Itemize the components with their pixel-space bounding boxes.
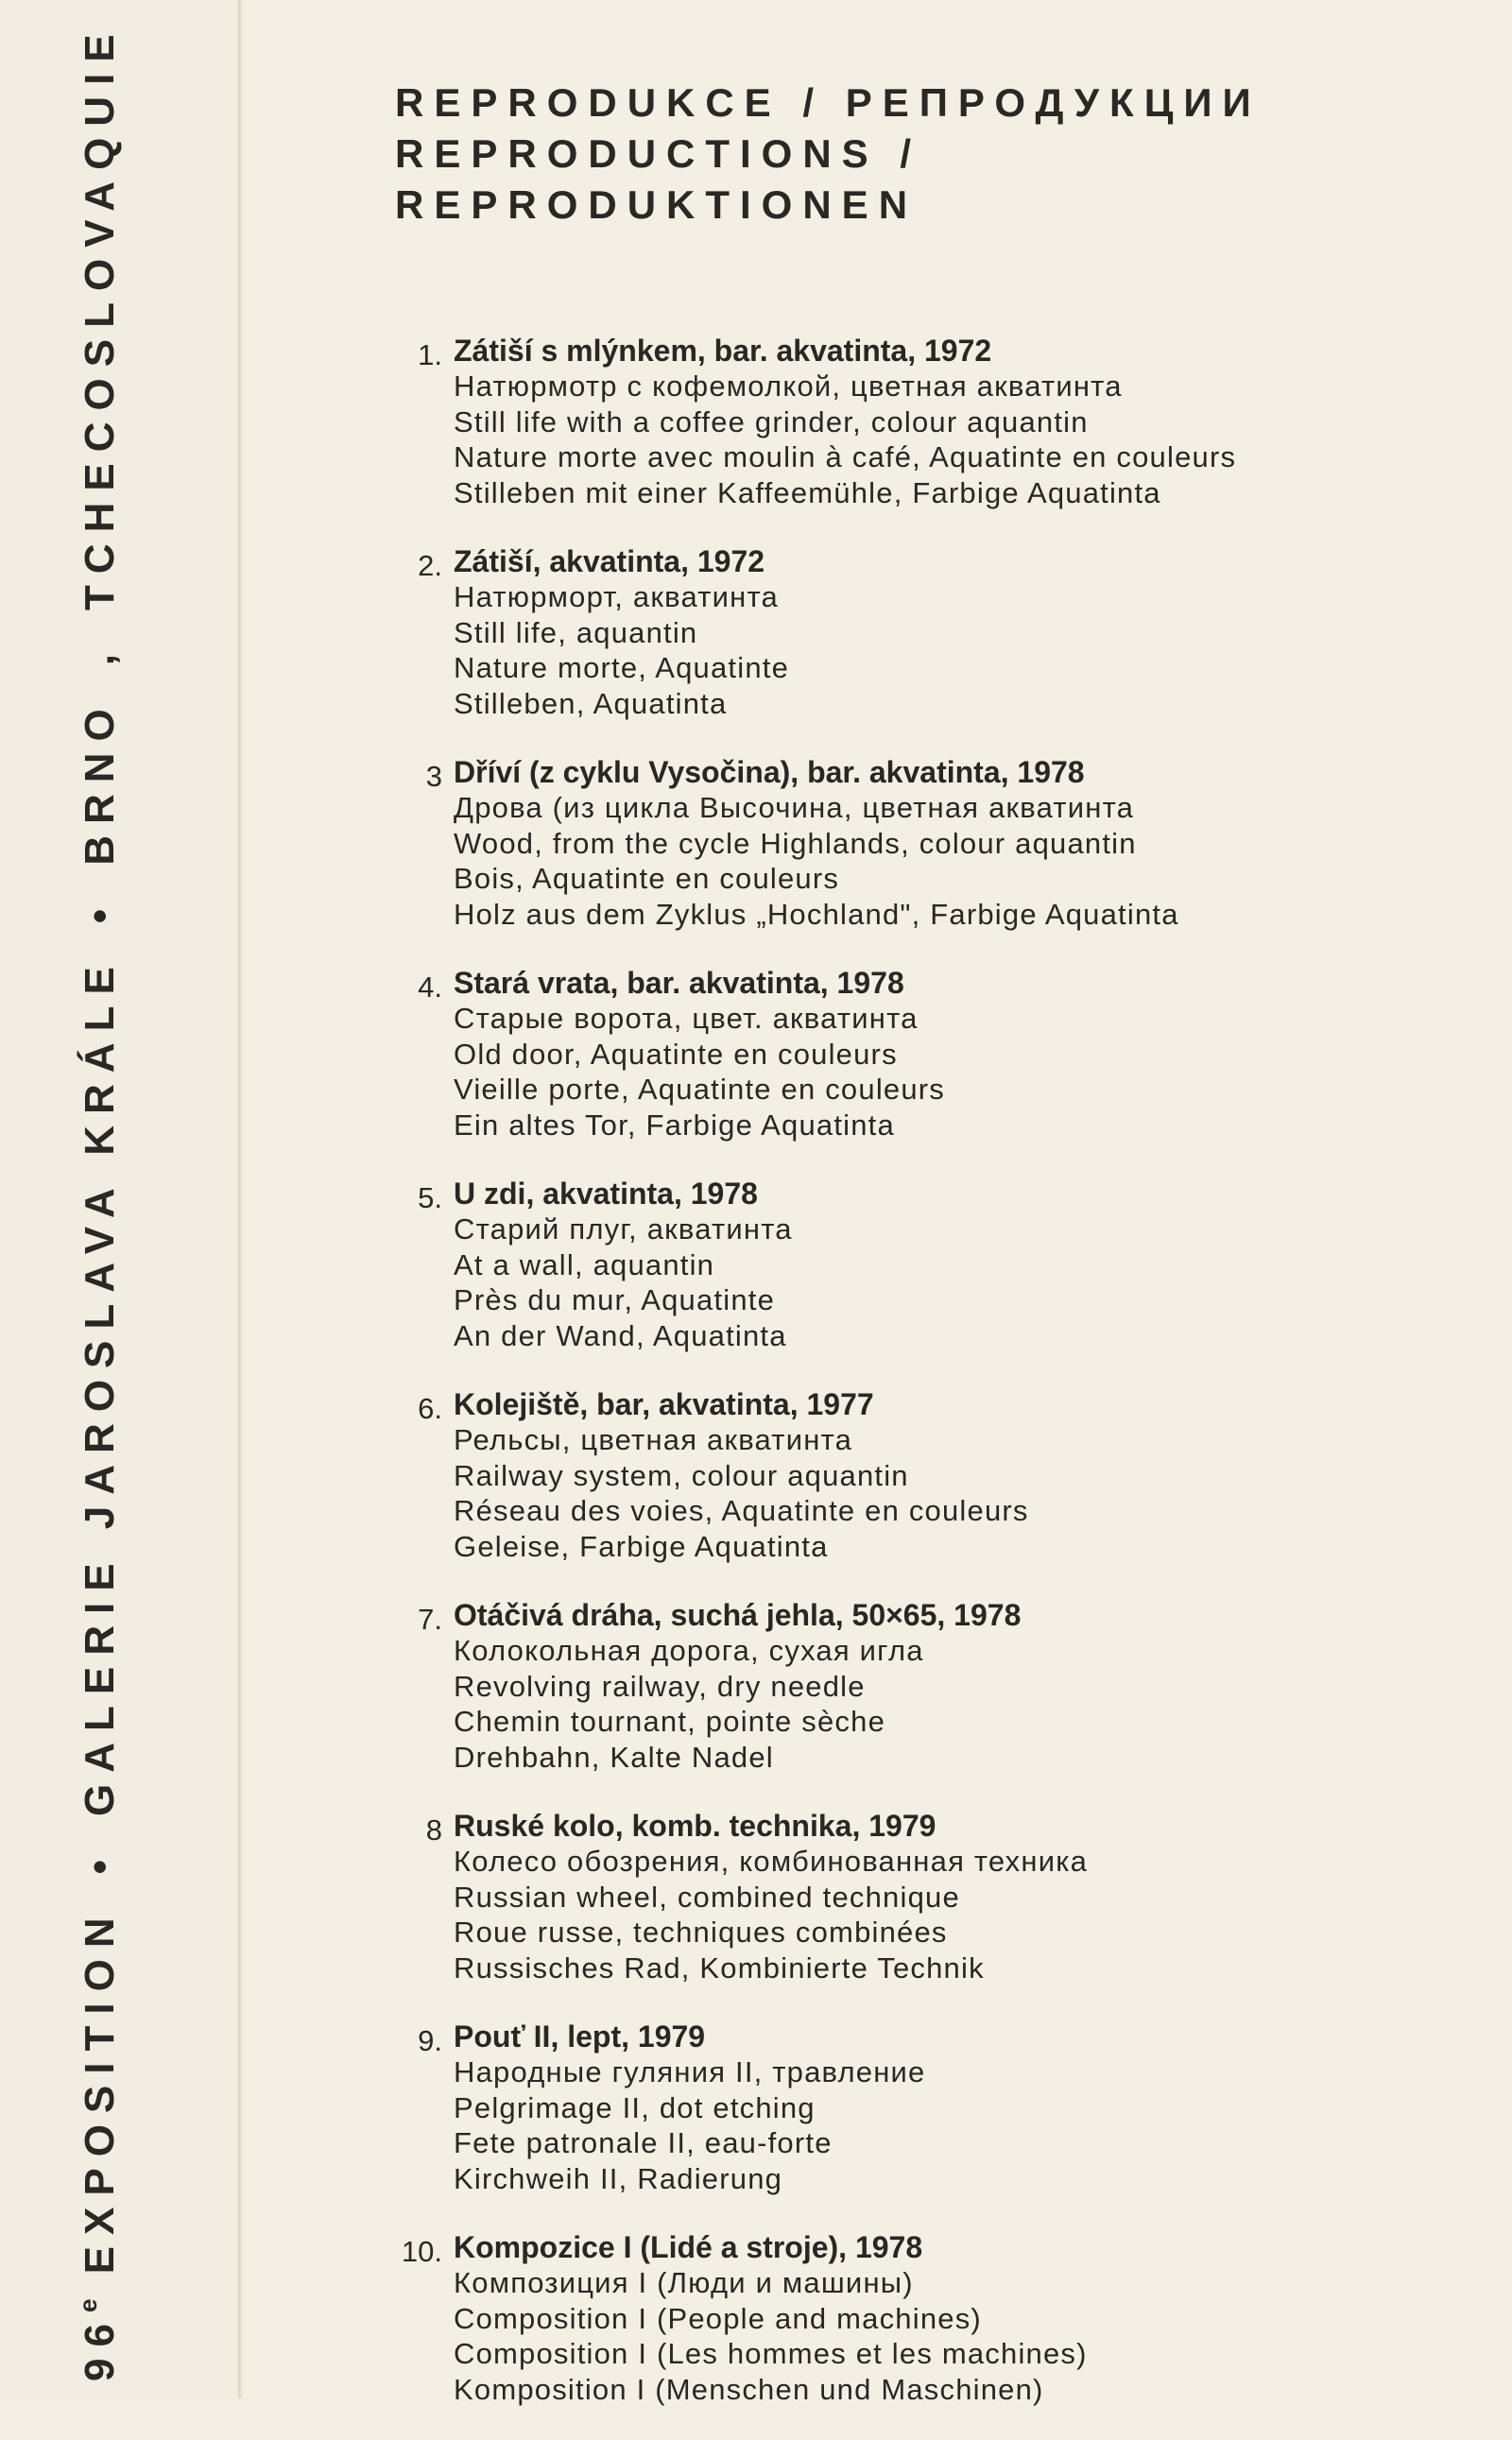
item-title: Stará vrata, bar. akvatinta, 1978 (454, 966, 904, 1000)
item-french: Roue russe, techniques combinées (454, 1916, 948, 1949)
item-russian: Натюрморт, акватинта (454, 580, 779, 613)
item-english: Wood, from the cycle Highlands, colour aquantin (454, 826, 1137, 860)
item-title: Zátiší s mlýnkem, bar. akvatinta, 1972 (454, 334, 992, 368)
item-english: Pelgrimage II, dot etching (454, 2090, 816, 2124)
item-french: Réseau des voies, Aquatinte en couleurs (454, 1494, 1029, 1527)
item-number: 4. (418, 971, 442, 1004)
item-english: Composition I (People and machines) (454, 2301, 982, 2335)
comma-separator: , (77, 643, 123, 666)
spine-title (74, 23, 124, 2381)
spine-ordinal: 96e EXPOSITION (74, 1906, 123, 2381)
item-russian: Старые ворота, цвет. акватинта (454, 1002, 919, 1035)
item-english: Railway system, colour aquantin (454, 1458, 909, 1492)
list-item (387, 1176, 1474, 1353)
item-french: Bois, Aquatinte en couleurs (454, 862, 840, 895)
item-german: Ein altes Tor, Farbige Aquatinta (454, 1108, 895, 1142)
item-title: Dříví (z cyklu Vysočina), bar. akvatinta, 1978 (454, 755, 1085, 789)
title-line-3: REPRODUKTIONEN (395, 182, 919, 227)
item-french: Fete patronale II, eau-forte (454, 2126, 833, 2159)
item-number: 6. (418, 1392, 442, 1425)
item-german: Drehbahn, Kalte Nadel (454, 1740, 774, 1774)
page-fold (238, 0, 244, 2398)
item-german: Russisches Rad, Kombinierte Technik (454, 1950, 985, 1985)
list-item (387, 965, 1474, 1143)
item-english: Still life with a coffee grinder, colour aquantin (454, 404, 1089, 438)
item-german: Geleise, Farbige Aquatinta (454, 1529, 829, 1563)
item-english: At a wall, aquantin (454, 1247, 715, 1281)
spine-gallery: GALERIE JAROSLAVA KRÁLE (77, 955, 123, 1816)
item-russian: Колесо обозрения, комбинованная техника (454, 1845, 1089, 1878)
item-number: 3 (425, 760, 442, 793)
title-line-1: REPRODUKCE / РЕПРОДУКЦИИ (395, 80, 1262, 125)
list-item (387, 1808, 1474, 1985)
item-number: 9. (418, 2024, 442, 2057)
item-german: Stilleben mit einer Kaffeemühle, Farbige Aquatinta (454, 475, 1161, 509)
spine-city: BRNO (77, 697, 123, 866)
item-french: Nature morte, Aquatinte (454, 651, 790, 684)
item-number: 5. (418, 1181, 442, 1214)
item-english: Old door, Aquatinte en couleurs (454, 1037, 898, 1071)
spine-country: TCHECOSLOVAQUIE (77, 23, 123, 610)
item-french: Nature morte avec moulin à café, Aquatinte en couleurs (454, 440, 1237, 473)
spine-panel (0, 0, 238, 2398)
item-german: Komposition I (Menschen und Maschinen) (454, 2372, 1044, 2406)
item-title: Kompozice I (Lidé a stroje), 1978 (454, 2230, 923, 2264)
item-french: Chemin tournant, pointe sèche (454, 1705, 886, 1738)
item-title: Pouť II, lept, 1979 (454, 2019, 706, 2053)
item-german: An der Wand, Aquatinta (454, 1318, 787, 1352)
item-french: Près du mur, Aquatinte (454, 1283, 776, 1316)
item-english: Revolving railway, dry needle (454, 1669, 866, 1703)
list-item (387, 1597, 1474, 1775)
item-russian: Колокольная дорога, сухая игла (454, 1634, 924, 1667)
item-number: 7. (418, 1603, 442, 1636)
item-number: 8 (425, 1813, 442, 1847)
item-title: Zátiší, akvatinta, 1972 (454, 544, 765, 578)
reproductions-list (387, 333, 1474, 2440)
list-item (387, 2019, 1474, 2196)
list-item (387, 754, 1474, 932)
item-english: Still life, aquantin (454, 615, 698, 649)
item-russian: Народные гуляния II, травление (454, 2055, 926, 2088)
item-number: 10. (401, 2235, 442, 2268)
title-line-2: REPRODUCTIONS / (395, 131, 922, 176)
page-title (395, 77, 1262, 231)
item-title: U zdi, akvatinta, 1978 (454, 1177, 758, 1211)
item-number: 1. (418, 338, 442, 371)
item-russian: Дрова (из цикла Высочина, цветная акватинта (454, 791, 1135, 824)
bullet-separator: • (77, 1847, 123, 1875)
item-french: Composition I (Les hommes et les machines) (454, 2337, 1088, 2370)
item-english: Russian wheel, combined technique (454, 1880, 960, 1914)
item-number: 2. (418, 549, 442, 582)
item-german: Stilleben, Aquatinta (454, 686, 728, 720)
item-russian: Старий плуг, акватинта (454, 1212, 793, 1246)
list-item (387, 2229, 1474, 2407)
list-item (387, 333, 1474, 510)
item-russian: Рельсы, цветная акватинта (454, 1423, 853, 1456)
item-russian: Натюрмотр с кофемолкой, цветная акватинта (454, 369, 1123, 403)
item-title: Kolejiště, bar, akvatinta, 1977 (454, 1387, 874, 1421)
item-french: Vieille porte, Aquatinte en couleurs (454, 1073, 946, 1106)
bullet-separator: • (77, 897, 123, 924)
item-german: Holz aus dem Zyklus „Hochland", Farbige Aquatinta (454, 897, 1179, 931)
list-item (387, 543, 1474, 721)
item-russian: Композиция I (Люди и машины) (454, 2266, 914, 2299)
item-title: Ruské kolo, komb. technika, 1979 (454, 1809, 936, 1843)
item-title: Otáčivá dráha, suchá jehla, 50×65, 1978 (454, 1598, 1022, 1632)
item-german: Kirchweih II, Radierung (454, 2161, 783, 2195)
list-item (387, 1386, 1474, 1564)
